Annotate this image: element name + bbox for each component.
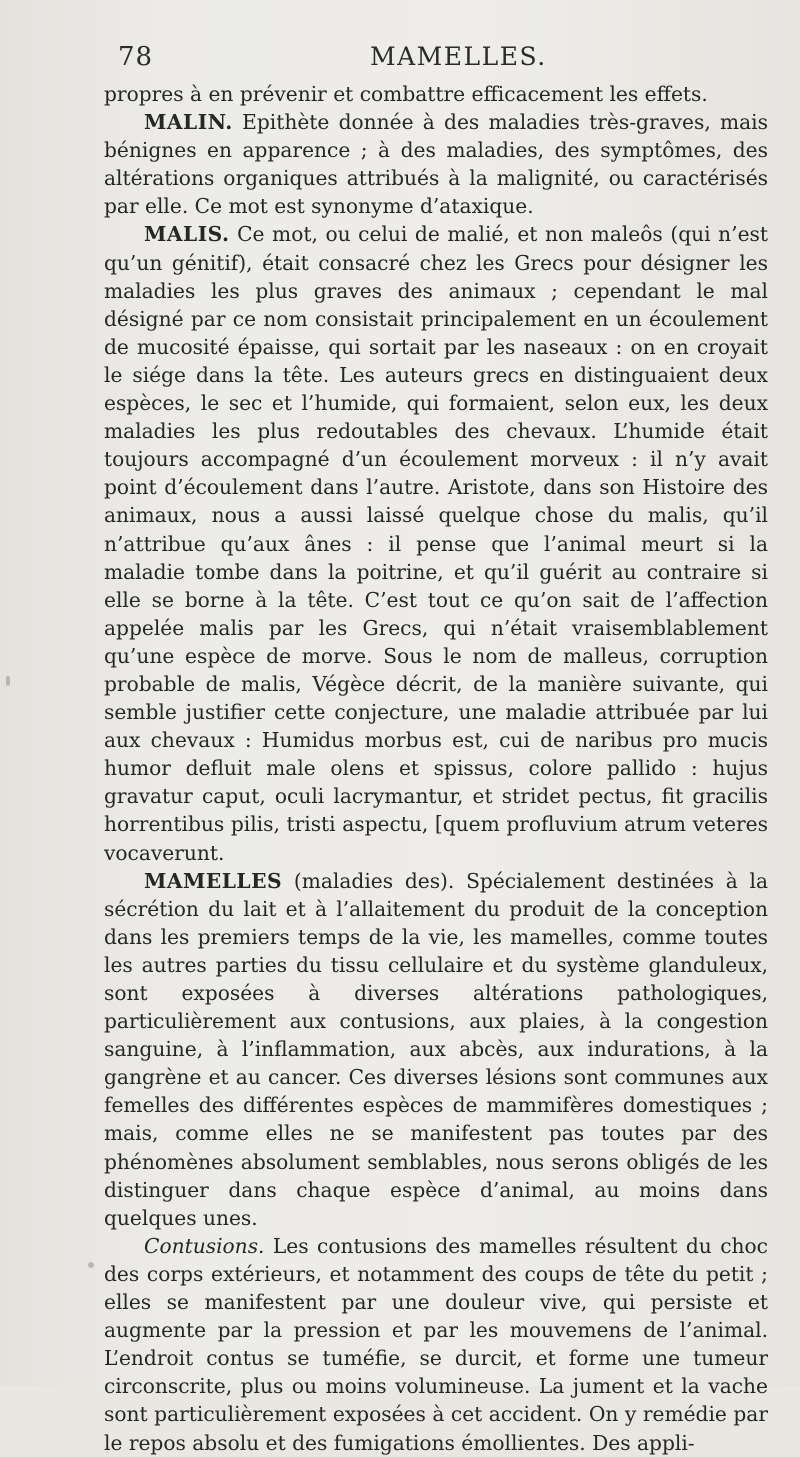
- section-text: Les contusions des mamelles résultent du choc des corps extérieurs, et notamment des coups de tête du petit ; elles se manifestent par une douleur vive, qui persiste et augmente par la pression et par les mouvemens de l’animal. L’endroit contus se tuméfie, se durcit, et forme une tumeur circonscrite, plus ou moins volumineuse. La jument et la vache sont particulièrement exposées à cet accident. On y remédie par le repos absolu et des fumigations émollientes. Des appli-: [104, 1233, 768, 1455]
- entry-headword: MALIS.: [144, 222, 230, 247]
- page-number: 78: [118, 42, 154, 72]
- entry-text: Ce mot, ou celui de malié, et non maleôs (qui n’est qu’un génitif), était consacré chez les Grecs pour désigner les maladies les plus graves des animaux ; cependant le mal désigné par ce nom consistait principalement en un écoulement de mucosité épaisse, qui sortait par les naseaux : on en croyait le siége dans la tête. Les auteurs grecs en distinguaient deux espèces, le sec et l’humide, qui formaient, selon eux, les deux maladies les plus redoutables des chevaux. L’humide était toujours accompagné d’un écoulement morveux : il n’y avait point d’écoulement dans l’autre. Aristote, dans son Histoire des animaux, nous a aussi laissé quelque chose du malis, qu’il n’attribue qu’aux ânes : il pense que l’animal meurt si la maladie tombe dans la poitrine, et qu’il guérit au contraire si elle se borne à la tête. C’est tout ce qu’on sait de l’affection appelée malis par les Grecs, qui n’était vraisemblablement qu’une espèce de morve. Sous le nom de malleus, corruption probable de malis, Végèce décrit, de la manière suivante, qui semble justifier cette conjecture, une maladie attribuée par lui aux chevaux : Humidus morbus est, cui de naribus pro mucis humor defluit male olens et spissus, colore pallido : hujus gravatur caput, oculi lacrymantur, et stridet pectus, fit gracilis horrentibus pilis, tristi aspectu, [quem profluvium atrum veteres vocaverunt.: [104, 222, 768, 865]
- entry-headword: MAMELLES: [144, 868, 283, 893]
- entry-mamelles: [104, 867, 768, 1232]
- paper-speck: [88, 1262, 94, 1268]
- section-heading: Contusions.: [144, 1233, 265, 1258]
- paragraph-text: propres à en prévenir et combattre efficacement les effets.: [104, 82, 708, 106]
- entry-headword: MALIN.: [144, 110, 233, 135]
- entry-text: (maladies des). Spécialement destinées à la sécrétion du lait et à l’allaitement du produit de la conception dans les premiers temps de la vie, les mamelles, comme toutes les autres parties du tissu cellulaire et du système glanduleux, sont exposées à diverses altérations pathologiques, particulièrement aux contusions, aux plaies, à la congestion sanguine, à l’inflammation, aux abcès, aux indurations, à la gangrène et au cancer. Ces diverses lésions sont communes aux femelles des différentes espèces de mammifères domestiques ; mais, comme elles ne se manifestent pas toutes par des phénomènes absolument semblables, nous serons obligés de les distinguer dans chaque espèce d’animal, au moins dans quelques unes.: [104, 868, 768, 1230]
- entry-malin: [104, 108, 768, 220]
- body-text: [104, 80, 768, 1457]
- entry-text: Epithète donnée à des maladies très-graves, mais bénignes en apparence ; à des maladies, des symptômes, des altérations organiques attribués à la malignité, ou caractérisés par elle. Ce mot est synonyme d’ataxique.: [104, 110, 768, 219]
- paper-speck: [6, 676, 10, 686]
- page-header: [0, 42, 800, 82]
- paragraph-continuation: [104, 80, 768, 108]
- section-contusions: [104, 1232, 768, 1457]
- entry-malis: [104, 220, 768, 866]
- running-head: MAMELLES.: [370, 42, 547, 71]
